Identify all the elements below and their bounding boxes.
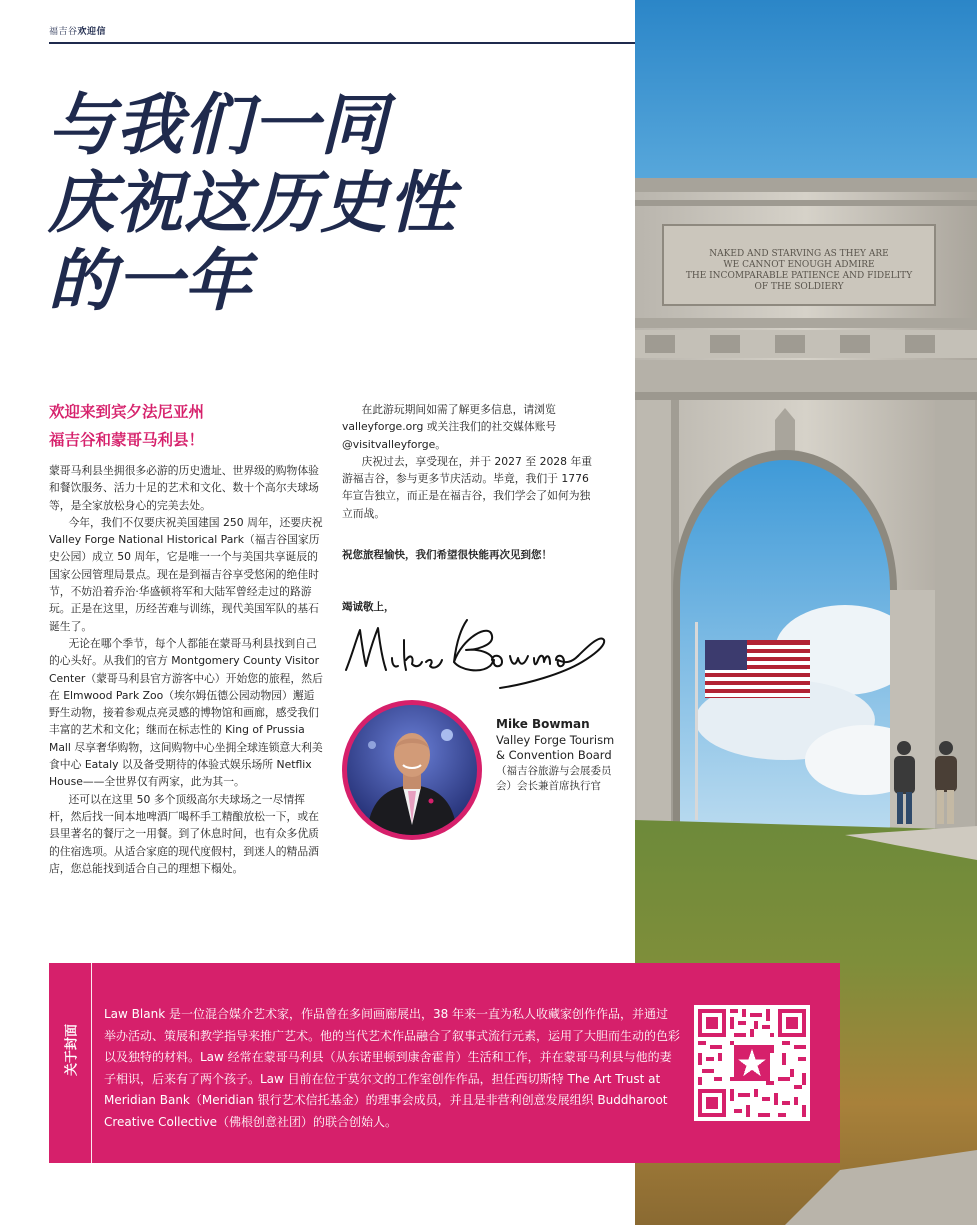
section-name: 欢迎信 <box>77 27 107 37</box>
sign-off: 竭诚敬上， <box>342 600 395 613</box>
section-place: 福吉谷 <box>49 27 78 37</box>
cover-note-sidebar <box>49 963 91 1163</box>
body-paragraph: 今年，我们不仅要庆祝美国建国 250 周年，还要庆祝 Valley Forge National Historical Park（福吉谷国家历史公园）成立 50 周年，它是唯一一个与美国共享诞辰的国家公园管理局景点。现在是到福吉谷享受悠闲的绝佳时节，不妨沿着乔治·华盛顿将军和大陆军曾经走过的路游玩。正是在这里，历经苦难与训练，现代美国军队的基石诞生了。 <box>49 515 323 633</box>
closing-wish: 祝您旅程愉快，我们希望很快能再次见到您！ <box>342 548 552 561</box>
signatory-role-en: Valley Forge Tourism & Convention Board <box>496 732 615 762</box>
cover-note-banner <box>49 963 840 1163</box>
section-label <box>49 24 106 37</box>
portrait-photo <box>347 705 477 835</box>
headline-line: 的一年 <box>48 241 252 320</box>
signatory-block <box>496 717 616 795</box>
middle-column <box>342 401 597 626</box>
signatory-role-cn: （福吉谷旅游与会展委员会）会长兼首席执行官 <box>496 764 612 792</box>
greeting-heading: 福吉谷和蒙哥马利县！ <box>49 431 205 449</box>
signatory-name: Mike Bowman <box>496 717 590 731</box>
body-paragraph: 无论在哪个季节，每个人都能在蒙哥马利县找到自己的心头好。从我们的官方 Montgomery County Visitor Center（蒙哥马利县官方游客中心）开始您的旅程，然后在 Elmwood Park Zoo（埃尔姆伍德公园动物园）邂逅野生动物，接着参观点亮灵感的博物馆和画廊，感受我们丰富的艺术和文化；继而在标志性的 King of Prussia Mall 尽享奢华购物，这间购物中心坐拥全球连锁意大利美食中心 Eataly 以及备受期待的体验式娱乐场所 Netflix House——全世界仅有两家，此为其一。 <box>49 636 323 789</box>
left-column <box>49 398 324 877</box>
cover-note-title: 关于封面 <box>64 1023 80 1076</box>
headline-line: 与我们一同 <box>48 85 388 164</box>
body-paragraph: 在此游玩期间如需了解更多信息，请浏览 valleyforge.org 或关注我们的社交媒体账号 @visitvalleyforge。 <box>342 403 557 451</box>
inscription-line: OF THE SOLDIERY <box>754 282 844 292</box>
portrait-ring <box>342 700 482 840</box>
inscription-line: NAKED AND STARVING AS THEY ARE <box>709 249 889 259</box>
body-paragraph: 蒙哥马利县坐拥很多必游的历史遗址、世界级的购物体验和餐饮服务、活力十足的艺术和文化、数十个高尔夫球场等，是全家放松身心的完美去处。 <box>49 464 319 512</box>
qr-code-icon[interactable] <box>694 1005 810 1121</box>
cover-note-text: Law Blank 是一位混合媒介艺术家，作品曾在多间画廊展出，38 年来一直为私人收藏家创作作品，并通过举办活动、策展和教学指导来推广艺术。他的当代艺术作品融合了叙事式流行元素，运用了大胆而生动的色彩以及独特的材料。Law 经常在蒙哥马利县（从东诺里顿到康舍霍肯）生活和工作，并在蒙哥马利县与他的妻子相识，后来有了两个孩子。Law 目前在位于莫尔文的工作室创作作品，担任西切斯特 The Art Trust at Meridian Bank（Meridian 银行艺术信托基金）的理事会成员，并且是非营利创意发展组织 Buddharoot Creative Collective（佛根创意社团）的联合创始人。 <box>104 1007 681 1129</box>
banner-divider <box>91 963 92 1163</box>
body-paragraph: 庆祝过去，享受现在，并于 2027 至 2028 年重游福吉谷，参与更多节庆活动。毕竟，我们于 1776 年宣告独立，而正是在福吉谷，我们学会了如何为独立而战。 <box>342 454 593 520</box>
headline <box>48 86 628 320</box>
greeting-heading: 欢迎来到宾夕法尼亚州 <box>49 403 205 421</box>
inscription-line: THE INCOMPARABLE PATIENCE AND FIDELITY <box>685 271 913 281</box>
headline-line: 庆祝这历史性 <box>48 163 456 242</box>
inscription-line: WE CANNOT ENOUGH ADMIRE <box>723 260 875 270</box>
body-paragraph: 还可以在这里 50 多个顶级高尔夫球场之一尽情挥杆，然后找一间本地啤酒厂喝杯手工精酿放松一下，或在县里著名的餐厅之一用餐。到了休息时间，也有众多优质的住宿选项。从适合家庭的现代度假村，到迷人的精品酒店，您总能找到适合自己的理想下榻处。 <box>49 792 319 875</box>
handwritten-signature <box>342 600 610 700</box>
